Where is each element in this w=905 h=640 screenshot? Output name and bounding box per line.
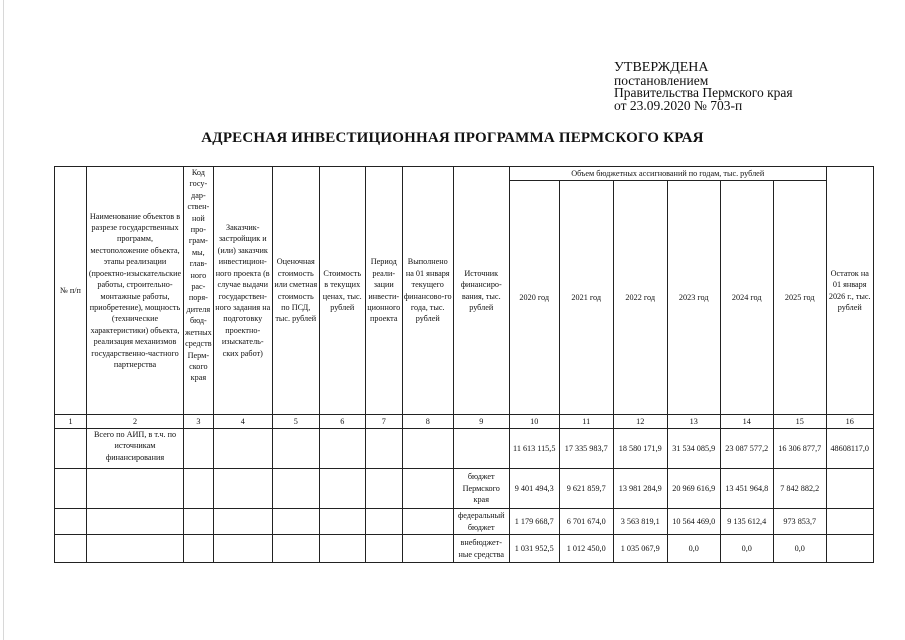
column-number: 8: [402, 415, 453, 429]
total-2021: 17 335 983,7: [559, 429, 613, 469]
extrabudgetary-2020: 1 031 952,5: [509, 535, 559, 563]
federal-2023: 10 564 469,0: [667, 509, 720, 535]
extrabudgetary-2025: 0,0: [773, 535, 826, 563]
column-number: 12: [613, 415, 667, 429]
column-number: 4: [213, 415, 272, 429]
table-row-federal-budget: [55, 509, 874, 535]
empty-cell: [319, 469, 365, 509]
header-period: Период реали-зации инвести-ционного проекта: [365, 167, 402, 415]
federal-2021: 6 701 674,0: [559, 509, 613, 535]
approval-title: УТВЕРЖДЕНА: [614, 60, 709, 75]
empty-cell: [402, 469, 453, 509]
column-number: 14: [720, 415, 773, 429]
regional-2023: 20 969 616,9: [667, 469, 720, 509]
empty-cell: [826, 535, 873, 563]
column-number: 13: [667, 415, 720, 429]
header-completed: Выполнено на 01 января текущего финансово-го года, тыс. рублей: [402, 167, 453, 415]
column-number: 6: [319, 415, 365, 429]
empty-cell: [213, 535, 272, 563]
approval-stamp: [614, 62, 793, 112]
column-number: 15: [773, 415, 826, 429]
federal-2025: 973 853,7: [773, 509, 826, 535]
column-number: 9: [453, 415, 509, 429]
regional-2024: 13 451 964,8: [720, 469, 773, 509]
header-year-2020: 2020 год: [509, 181, 559, 415]
total-2020: 11 613 115,5: [509, 429, 559, 469]
empty-cell: [826, 509, 873, 535]
empty-cell: [213, 429, 272, 469]
table-row-extrabudgetary: [55, 535, 874, 563]
header-year-2022: 2022 год: [613, 181, 667, 415]
empty-cell: [272, 509, 319, 535]
regional-2020: 9 401 494,3: [509, 469, 559, 509]
page-edge-left: [3, 0, 4, 640]
column-number: 5: [272, 415, 319, 429]
empty-cell: [453, 429, 509, 469]
empty-cell: [184, 469, 214, 509]
empty-cell: [87, 535, 184, 563]
empty-cell: [319, 535, 365, 563]
program-table: [54, 166, 874, 563]
table-row-total: [55, 429, 874, 469]
empty-cell: [365, 429, 402, 469]
total-label: Всего по АИП, в т.ч. по источникам финансирования: [87, 429, 184, 469]
header-number: № п/п: [55, 167, 87, 415]
header-year-2021: 2021 год: [559, 181, 613, 415]
extrabudgetary-2021: 1 012 450,0: [559, 535, 613, 563]
empty-cell: [365, 509, 402, 535]
empty-cell: [319, 509, 365, 535]
empty-cell: [365, 469, 402, 509]
column-number: 11: [559, 415, 613, 429]
empty-cell: [213, 469, 272, 509]
document-title: АДРЕСНАЯ ИНВЕСТИЦИОННАЯ ПРОГРАММА ПЕРМСКОГО КРАЯ: [201, 130, 704, 146]
regional-2025: 7 842 882,2: [773, 469, 826, 509]
header-year-2023: 2023 год: [667, 181, 720, 415]
table-row-regional-budget: [55, 469, 874, 509]
header-source: Источник финансиро-вания, тыс. рублей: [453, 167, 509, 415]
column-number: 16: [826, 415, 873, 429]
federal-2024: 9 135 612,4: [720, 509, 773, 535]
empty-cell: [184, 535, 214, 563]
column-number: 7: [365, 415, 402, 429]
empty-cell: [184, 509, 214, 535]
federal-2022: 3 563 819,1: [613, 509, 667, 535]
empty-cell: [184, 429, 214, 469]
empty-cell: [55, 535, 87, 563]
approval-line-2: Правительства Пермского края: [614, 85, 793, 100]
header-object-name: Наименование объектов в разрезе государственных программ, местоположение объекта, этапы реализации (проектно-изыскательские работы, строительно-монтажные работы, приобретение), мощность (технические характеристики) объекта, реализация механизмов государственно-частного партнерства: [87, 167, 184, 415]
empty-cell: [365, 535, 402, 563]
empty-cell: [272, 429, 319, 469]
total-remainder: 48608117,0: [826, 429, 873, 469]
empty-cell: [402, 535, 453, 563]
column-number: 3: [184, 415, 214, 429]
column-number: 10: [509, 415, 559, 429]
header-year-2024: 2024 год: [720, 181, 773, 415]
column-number: 1: [55, 415, 87, 429]
header-current-cost: Стоимость в текущих ценах, тыс. рублей: [319, 167, 365, 415]
empty-cell: [402, 429, 453, 469]
header-estimated-cost: Оценочная стоимость или сметная стоимость по ПСД, тыс. рублей: [272, 167, 319, 415]
column-number-row: [55, 415, 874, 429]
total-2025: 16 306 877,7: [773, 429, 826, 469]
empty-cell: [213, 509, 272, 535]
empty-cell: [55, 469, 87, 509]
empty-cell: [272, 535, 319, 563]
source-regional-budget: бюджет Пермского края: [453, 469, 509, 509]
total-2024: 23 087 577,2: [720, 429, 773, 469]
total-2022: 18 580 171,9: [613, 429, 667, 469]
header-budget-group: Объем бюджетных ассигнований по годам, тыс. рублей: [509, 167, 826, 181]
federal-2020: 1 179 668,7: [509, 509, 559, 535]
empty-cell: [55, 509, 87, 535]
regional-2022: 13 981 284,9: [613, 469, 667, 509]
source-federal-budget: федеральный бюджет: [453, 509, 509, 535]
empty-cell: [272, 469, 319, 509]
empty-cell: [402, 509, 453, 535]
approval-line-1: постановлением: [614, 72, 709, 88]
header-program-code: Код госу-дар-ствен-ной про-грам-мы, глав-ного рас-поря-дителя бюд-жетных средств Перм-ского края: [184, 167, 214, 415]
total-2023: 31 534 085,9: [667, 429, 720, 469]
header-remainder: Остаток на 01 января 2026 г., тыс. рублей: [826, 167, 873, 415]
empty-cell: [826, 469, 873, 509]
empty-cell: [87, 509, 184, 535]
header-row-top: [55, 167, 874, 181]
source-extrabudgetary: внебюджет-ные средства: [453, 535, 509, 563]
extrabudgetary-2024: 0,0: [720, 535, 773, 563]
empty-cell: [319, 429, 365, 469]
extrabudgetary-2022: 1 035 067,9: [613, 535, 667, 563]
empty-cell: [55, 429, 87, 469]
header-year-2025: 2025 год: [773, 181, 826, 415]
header-customer: Заказчик-застройщик и (или) заказчик инвестицион-ного проекта (в случае выдачи государствен-ного задания на подготовку проектно-изыскатель-ских работ): [213, 167, 272, 415]
extrabudgetary-2023: 0,0: [667, 535, 720, 563]
empty-cell: [87, 469, 184, 509]
approval-line-3: от 23.09.2020 № 703-п: [614, 97, 743, 113]
column-number: 2: [87, 415, 184, 429]
regional-2021: 9 621 859,7: [559, 469, 613, 509]
